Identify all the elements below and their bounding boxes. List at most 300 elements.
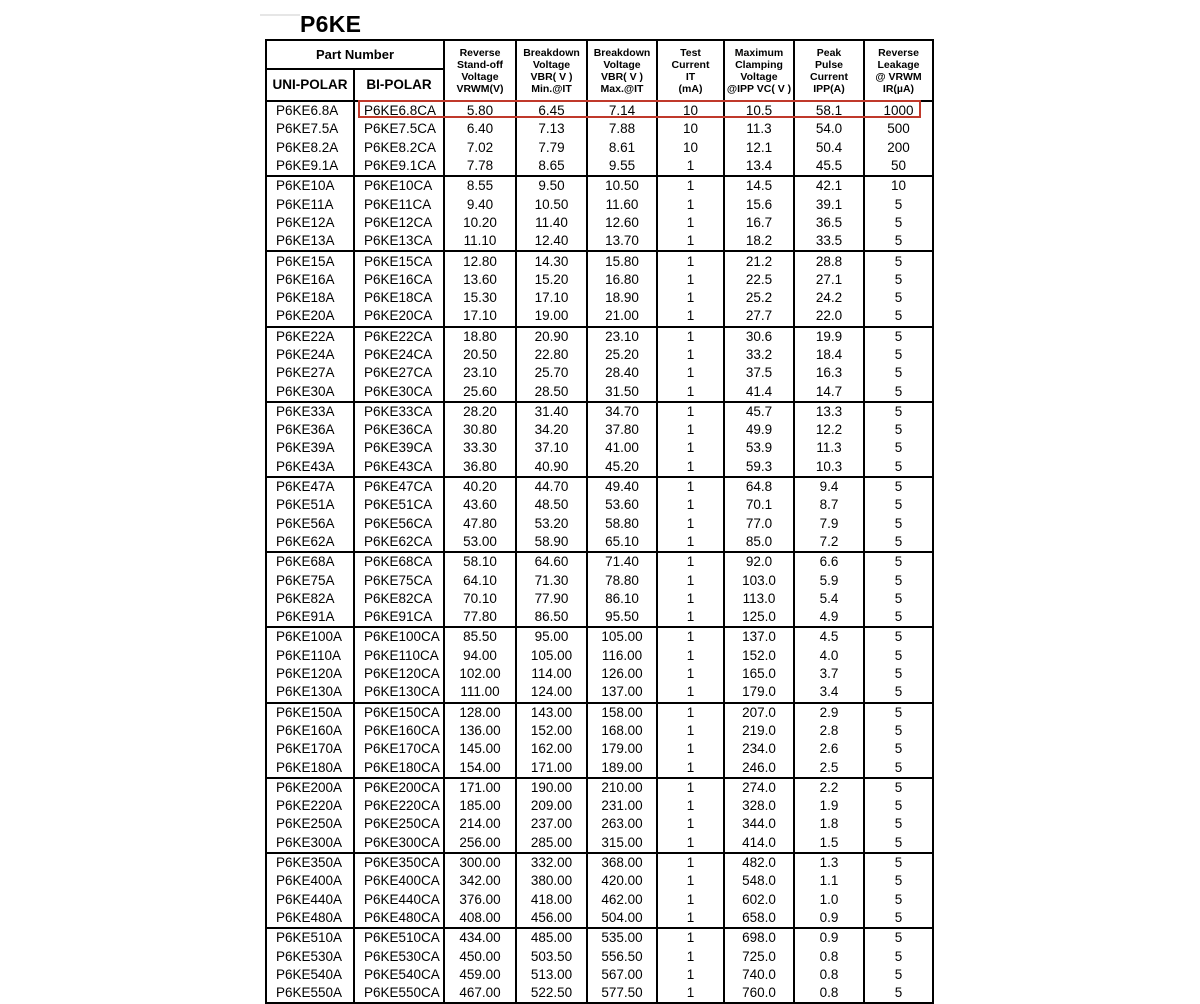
col-header-line: Reverse	[459, 46, 501, 59]
peak-pulse-cell: 4.5	[794, 627, 864, 646]
clamping-voltage-cell: 64.8	[724, 477, 794, 496]
vrwm-cell: 128.00	[444, 703, 516, 722]
table-row	[266, 647, 933, 665]
col-header-vbr-min	[516, 40, 587, 101]
table-row	[266, 515, 933, 533]
table-row	[266, 834, 933, 853]
bi-polar-cell: P6KE100CA	[354, 627, 444, 646]
uni-polar-cell: P6KE47A	[266, 477, 354, 496]
vrwm-cell: 467.00	[444, 984, 516, 1003]
test-current-cell: 1	[657, 533, 724, 552]
uni-polar-cell: P6KE33A	[266, 402, 354, 421]
col-header-line: @IPP VC( V )	[726, 82, 792, 95]
vbr-min-cell: 143.00	[516, 703, 587, 722]
table-row	[266, 477, 933, 496]
test-current-cell: 10	[657, 139, 724, 157]
clamping-voltage-cell: 10.5	[724, 101, 794, 120]
uni-polar-cell: P6KE110A	[276, 647, 342, 663]
test-current-cell: 1	[657, 232, 724, 251]
vbr-min-cell: 105.00	[516, 647, 587, 665]
bi-polar-cell: P6KE300CA	[354, 834, 444, 853]
col-header-line: Maximum	[734, 46, 784, 59]
bi-polar-cell: P6KE220CA	[354, 797, 444, 815]
uni-polar-cell: P6KE180A	[276, 759, 343, 775]
uni-polar-cell: P6KE170A	[276, 741, 343, 757]
table-row	[266, 382, 933, 401]
clamping-voltage-cell: 53.9	[724, 439, 794, 457]
leakage-cell: 5	[864, 421, 933, 439]
clamping-voltage-cell: 740.0	[724, 966, 794, 984]
clamping-voltage-cell: 219.0	[724, 722, 794, 740]
vbr-max-cell: 231.00	[587, 797, 657, 815]
leakage-cell: 5	[864, 890, 933, 908]
test-current-cell: 1	[657, 214, 724, 232]
table-row	[266, 214, 933, 232]
vbr-max-cell: 210.00	[587, 778, 657, 797]
vrwm-cell: 136.00	[444, 722, 516, 740]
bi-polar-cell: P6KE75CA	[354, 571, 444, 589]
vrwm-cell: 20.50	[444, 346, 516, 364]
leakage-cell: 5	[864, 515, 933, 533]
bi-polar-cell: P6KE530CA	[354, 947, 444, 965]
vbr-max-cell: 58.80	[587, 515, 657, 533]
bi-polar-cell: P6KE9.1CA	[354, 157, 444, 176]
col-header-vrwm	[444, 40, 516, 101]
uni-polar-cell: P6KE480A	[276, 909, 343, 925]
peak-pulse-cell: 54.0	[794, 120, 864, 138]
uni-polar-cell: P6KE20A	[276, 308, 335, 324]
vrwm-cell: 70.10	[444, 590, 516, 608]
leakage-cell: 5	[864, 496, 933, 514]
vbr-max-cell: 168.00	[587, 722, 657, 740]
table-row	[266, 722, 933, 740]
part-number-header: Part Number	[266, 40, 444, 69]
bi-polar-cell: P6KE47CA	[354, 477, 444, 496]
peak-pulse-cell: 10.3	[794, 458, 864, 477]
table-row	[266, 364, 933, 382]
test-current-cell: 10	[657, 101, 724, 120]
vbr-min-cell: 28.50	[516, 382, 587, 401]
table-row	[266, 703, 933, 722]
bi-polar-cell: P6KE150CA	[354, 703, 444, 722]
bi-polar-cell: P6KE550CA	[354, 984, 444, 1003]
test-current-cell: 1	[657, 758, 724, 777]
bi-polar-cell: P6KE350CA	[354, 853, 444, 872]
leakage-cell: 10	[864, 176, 933, 195]
test-current-cell: 10	[657, 120, 724, 138]
clamping-voltage-cell: 45.7	[724, 402, 794, 421]
leakage-cell: 5	[864, 853, 933, 872]
vbr-min-cell: 171.00	[516, 758, 587, 777]
vbr-min-cell: 22.80	[516, 346, 587, 364]
table-row	[266, 195, 933, 213]
clamping-voltage-cell: 137.0	[724, 627, 794, 646]
clamping-voltage-cell: 246.0	[724, 758, 794, 777]
test-current-cell: 1	[657, 683, 724, 702]
test-current-cell: 1	[657, 590, 724, 608]
leakage-cell: 5	[864, 703, 933, 722]
title-decoration	[260, 14, 300, 16]
peak-pulse-cell: 1.8	[794, 815, 864, 833]
vbr-max-cell: 78.80	[587, 571, 657, 589]
col-header-peak-pulse	[794, 40, 864, 101]
uni-polar-cell: P6KE18A	[276, 290, 335, 306]
vbr-max-cell: 18.90	[587, 289, 657, 307]
test-current-cell: 1	[657, 271, 724, 289]
vbr-max-cell: 556.50	[587, 947, 657, 965]
uni-polar-cell: P6KE27A	[276, 365, 335, 381]
leakage-cell: 50	[864, 157, 933, 176]
peak-pulse-cell: 58.1	[794, 101, 864, 120]
vbr-max-cell: 535.00	[587, 928, 657, 947]
leakage-cell: 5	[864, 533, 933, 552]
clamping-voltage-cell: 37.5	[724, 364, 794, 382]
leakage-cell: 5	[864, 571, 933, 589]
vbr-min-cell: 485.00	[516, 928, 587, 947]
vrwm-cell: 85.50	[444, 627, 516, 646]
test-current-cell: 1	[657, 984, 724, 1003]
test-current-cell: 1	[657, 477, 724, 496]
test-current-cell: 1	[657, 778, 724, 797]
vbr-min-cell: 12.40	[516, 232, 587, 251]
col-header-test-current	[657, 40, 724, 101]
bi-polar-cell: P6KE110CA	[354, 647, 444, 665]
clamping-voltage-cell: 14.5	[724, 176, 794, 195]
vbr-min-cell: 8.65	[516, 157, 587, 176]
test-current-cell: 1	[657, 909, 724, 928]
table-row	[266, 271, 933, 289]
uni-polar-cell: P6KE540A	[276, 966, 343, 982]
vrwm-cell: 145.00	[444, 740, 516, 758]
peak-pulse-cell: 24.2	[794, 289, 864, 307]
leakage-cell: 5	[864, 439, 933, 457]
clamping-voltage-cell: 698.0	[724, 928, 794, 947]
peak-pulse-cell: 4.9	[794, 608, 864, 627]
bi-polar-cell: P6KE39CA	[354, 439, 444, 457]
vbr-max-cell: 23.10	[587, 327, 657, 346]
vrwm-cell: 10.20	[444, 214, 516, 232]
table-row	[266, 928, 933, 947]
vrwm-cell: 40.20	[444, 477, 516, 496]
leakage-cell: 5	[864, 966, 933, 984]
clamping-voltage-cell: 21.2	[724, 251, 794, 270]
table-row	[266, 909, 933, 928]
peak-pulse-cell: 1.0	[794, 890, 864, 908]
vrwm-cell: 28.20	[444, 402, 516, 421]
leakage-cell: 5	[864, 928, 933, 947]
vbr-max-cell: 12.60	[587, 214, 657, 232]
vbr-min-cell: 20.90	[516, 327, 587, 346]
peak-pulse-cell: 22.0	[794, 307, 864, 326]
bi-polar-cell: P6KE510CA	[354, 928, 444, 947]
col-header-line: Clamping	[735, 58, 783, 71]
uni-polar-cell: P6KE300A	[276, 834, 343, 850]
vrwm-cell: 18.80	[444, 327, 516, 346]
uni-polar-cell: P6KE62A	[276, 533, 335, 549]
leakage-cell: 5	[864, 214, 933, 232]
vrwm-cell: 94.00	[444, 647, 516, 665]
vbr-min-cell: 209.00	[516, 797, 587, 815]
test-current-cell: 1	[657, 402, 724, 421]
test-current-cell: 1	[657, 722, 724, 740]
uni-polar-cell: P6KE120A	[276, 666, 343, 682]
bi-polar-cell: P6KE36CA	[354, 421, 444, 439]
leakage-cell: 5	[864, 327, 933, 346]
uni-polar-cell: P6KE75A	[276, 572, 335, 588]
vbr-min-cell: 522.50	[516, 984, 587, 1003]
table-row	[266, 853, 933, 872]
table-row	[266, 627, 933, 646]
peak-pulse-cell: 12.2	[794, 421, 864, 439]
test-current-cell: 1	[657, 815, 724, 833]
vbr-max-cell: 577.50	[587, 984, 657, 1003]
clamping-voltage-cell: 103.0	[724, 571, 794, 589]
table-row	[266, 740, 933, 758]
test-current-cell: 1	[657, 966, 724, 984]
uni-polar-cell: P6KE100A	[266, 627, 354, 646]
bi-polar-cell: P6KE33CA	[354, 402, 444, 421]
peak-pulse-cell: 5.9	[794, 571, 864, 589]
uni-polar-cell: P6KE82A	[276, 590, 335, 606]
peak-pulse-cell: 2.8	[794, 722, 864, 740]
vbr-max-cell: 15.80	[587, 251, 657, 270]
bi-polar-cell: P6KE51CA	[354, 496, 444, 514]
test-current-cell: 1	[657, 364, 724, 382]
test-current-cell: 1	[657, 251, 724, 270]
vbr-max-cell: 21.00	[587, 307, 657, 326]
clamping-voltage-cell: 179.0	[724, 683, 794, 702]
uni-polar-cell: P6KE39A	[276, 440, 335, 456]
clamping-voltage-cell: 344.0	[724, 815, 794, 833]
bi-polar-cell: P6KE540CA	[354, 966, 444, 984]
bi-polar-cell: P6KE22CA	[354, 327, 444, 346]
clamping-voltage-cell: 25.2	[724, 289, 794, 307]
vbr-min-cell: 71.30	[516, 571, 587, 589]
test-current-cell: 1	[657, 703, 724, 722]
vbr-min-cell: 19.00	[516, 307, 587, 326]
table-row	[266, 758, 933, 777]
clamping-voltage-cell: 49.9	[724, 421, 794, 439]
col-header-line: Reverse	[878, 46, 919, 59]
test-current-cell: 1	[657, 346, 724, 364]
test-current-cell: 1	[657, 552, 724, 571]
table-row	[266, 346, 933, 364]
leakage-cell: 5	[864, 364, 933, 382]
vbr-min-cell: 37.10	[516, 439, 587, 457]
leakage-cell: 5	[864, 458, 933, 477]
bi-polar-cell: P6KE30CA	[354, 382, 444, 401]
vrwm-cell: 25.60	[444, 382, 516, 401]
vbr-max-cell: 189.00	[587, 758, 657, 777]
clamping-voltage-cell: 16.7	[724, 214, 794, 232]
vbr-min-cell: 513.00	[516, 966, 587, 984]
vrwm-cell: 185.00	[444, 797, 516, 815]
bi-polar-cell: P6KE170CA	[354, 740, 444, 758]
table-row	[266, 139, 933, 157]
clamping-voltage-cell: 602.0	[724, 890, 794, 908]
vbr-max-cell: 71.40	[587, 552, 657, 571]
vrwm-cell: 300.00	[444, 853, 516, 872]
col-header-line: Current	[671, 58, 710, 71]
peak-pulse-cell: 50.4	[794, 139, 864, 157]
col-header-line: VBR( V )	[601, 70, 643, 83]
leakage-cell: 5	[864, 758, 933, 777]
vbr-min-cell: 64.60	[516, 552, 587, 571]
table-row	[266, 683, 933, 702]
leakage-cell: 5	[864, 722, 933, 740]
peak-pulse-cell: 0.8	[794, 984, 864, 1003]
vbr-max-cell: 504.00	[587, 909, 657, 928]
leakage-cell: 5	[864, 984, 933, 1003]
vbr-max-cell: 7.88	[587, 120, 657, 138]
peak-pulse-cell: 0.8	[794, 947, 864, 965]
vrwm-cell: 15.30	[444, 289, 516, 307]
vbr-max-cell: 462.00	[587, 890, 657, 908]
vrwm-cell: 13.60	[444, 271, 516, 289]
test-current-cell: 1	[657, 608, 724, 627]
uni-polar-cell: P6KE9.1A	[276, 158, 339, 174]
col-header-line: Voltage	[603, 58, 641, 71]
bi-polar-cell: P6KE160CA	[354, 722, 444, 740]
vrwm-cell: 342.00	[444, 872, 516, 890]
vbr-min-cell: 380.00	[516, 872, 587, 890]
peak-pulse-cell: 0.9	[794, 928, 864, 947]
test-current-cell: 1	[657, 740, 724, 758]
leakage-cell: 5	[864, 382, 933, 401]
uni-polar-cell: P6KE91A	[276, 609, 335, 625]
test-current-cell: 1	[657, 458, 724, 477]
test-current-cell: 1	[657, 647, 724, 665]
vbr-max-cell: 315.00	[587, 834, 657, 853]
clamping-voltage-cell: 85.0	[724, 533, 794, 552]
vbr-min-cell: 77.90	[516, 590, 587, 608]
vbr-min-cell: 6.45	[516, 101, 587, 120]
vrwm-cell: 64.10	[444, 571, 516, 589]
vbr-max-cell: 13.70	[587, 232, 657, 251]
vbr-min-cell: 7.79	[516, 139, 587, 157]
vrwm-cell: 12.80	[444, 251, 516, 270]
col-header-line: Max.@IT	[600, 82, 644, 95]
peak-pulse-cell: 36.5	[794, 214, 864, 232]
vbr-max-cell: 105.00	[587, 627, 657, 646]
leakage-cell: 5	[864, 477, 933, 496]
peak-pulse-cell: 33.5	[794, 232, 864, 251]
vbr-max-cell: 41.00	[587, 439, 657, 457]
leakage-cell: 5	[864, 909, 933, 928]
test-current-cell: 1	[657, 928, 724, 947]
vrwm-cell: 11.10	[444, 232, 516, 251]
clamping-voltage-cell: 658.0	[724, 909, 794, 928]
bi-polar-header: BI-POLAR	[354, 69, 444, 101]
leakage-cell: 5	[864, 872, 933, 890]
test-current-cell: 1	[657, 496, 724, 514]
leakage-cell: 5	[864, 778, 933, 797]
leakage-cell: 5	[864, 232, 933, 251]
bi-polar-cell: P6KE82CA	[354, 590, 444, 608]
clamping-voltage-cell: 11.3	[724, 120, 794, 138]
vbr-min-cell: 418.00	[516, 890, 587, 908]
clamping-voltage-cell: 22.5	[724, 271, 794, 289]
test-current-cell: 1	[657, 797, 724, 815]
test-current-cell: 1	[657, 947, 724, 965]
vbr-max-cell: 86.10	[587, 590, 657, 608]
clamping-voltage-cell: 165.0	[724, 665, 794, 683]
test-current-cell: 1	[657, 853, 724, 872]
peak-pulse-cell: 0.8	[794, 966, 864, 984]
table-row	[266, 289, 933, 307]
col-header-line: (mA)	[678, 82, 703, 95]
clamping-voltage-cell: 482.0	[724, 853, 794, 872]
uni-polar-cell: P6KE400A	[276, 873, 343, 889]
bi-polar-cell: P6KE440CA	[354, 890, 444, 908]
col-header-line: Current	[810, 70, 848, 83]
test-current-cell: 1	[657, 439, 724, 457]
vbr-min-cell: 285.00	[516, 834, 587, 853]
bi-polar-cell: P6KE15CA	[354, 251, 444, 270]
table-row	[266, 307, 933, 326]
vrwm-cell: 5.80	[444, 101, 516, 120]
bi-polar-cell: P6KE16CA	[354, 271, 444, 289]
vrwm-cell: 450.00	[444, 947, 516, 965]
table-row	[266, 815, 933, 833]
vbr-min-cell: 10.50	[516, 195, 587, 213]
table-row	[266, 590, 933, 608]
table-row	[266, 421, 933, 439]
bi-polar-cell: P6KE43CA	[354, 458, 444, 477]
uni-polar-cell: P6KE15A	[266, 251, 354, 270]
vbr-max-cell: 263.00	[587, 815, 657, 833]
uni-polar-cell: P6KE12A	[276, 214, 335, 230]
test-current-cell: 1	[657, 834, 724, 853]
bi-polar-cell: P6KE180CA	[354, 758, 444, 777]
table-row	[266, 533, 933, 552]
leakage-cell: 5	[864, 590, 933, 608]
peak-pulse-cell: 5.4	[794, 590, 864, 608]
vbr-min-cell: 124.00	[516, 683, 587, 702]
uni-polar-cell: P6KE51A	[276, 497, 335, 513]
col-header-clamping	[724, 40, 794, 101]
test-current-cell: 1	[657, 176, 724, 195]
vrwm-cell: 8.55	[444, 176, 516, 195]
vrwm-cell: 30.80	[444, 421, 516, 439]
vrwm-cell: 58.10	[444, 552, 516, 571]
clamping-voltage-cell: 27.7	[724, 307, 794, 326]
vbr-max-cell: 7.14	[587, 101, 657, 120]
table-row	[266, 402, 933, 421]
vbr-max-cell: 95.50	[587, 608, 657, 627]
leakage-cell: 1000	[864, 101, 933, 120]
spec-table	[265, 39, 934, 1004]
test-current-cell: 1	[657, 665, 724, 683]
peak-pulse-cell: 2.5	[794, 758, 864, 777]
clamping-voltage-cell: 152.0	[724, 647, 794, 665]
table-row	[266, 458, 933, 477]
test-current-cell: 1	[657, 382, 724, 401]
bi-polar-cell: P6KE56CA	[354, 515, 444, 533]
vbr-min-cell: 162.00	[516, 740, 587, 758]
clamping-voltage-cell: 18.2	[724, 232, 794, 251]
vrwm-cell: 102.00	[444, 665, 516, 683]
table-row	[266, 984, 933, 1003]
table-row	[266, 157, 933, 176]
uni-polar-cell: P6KE13A	[276, 233, 335, 249]
clamping-voltage-cell: 33.2	[724, 346, 794, 364]
uni-polar-cell: P6KE510A	[266, 928, 354, 947]
clamping-voltage-cell: 70.1	[724, 496, 794, 514]
leakage-cell: 5	[864, 815, 933, 833]
vrwm-cell: 47.80	[444, 515, 516, 533]
vbr-min-cell: 503.50	[516, 947, 587, 965]
